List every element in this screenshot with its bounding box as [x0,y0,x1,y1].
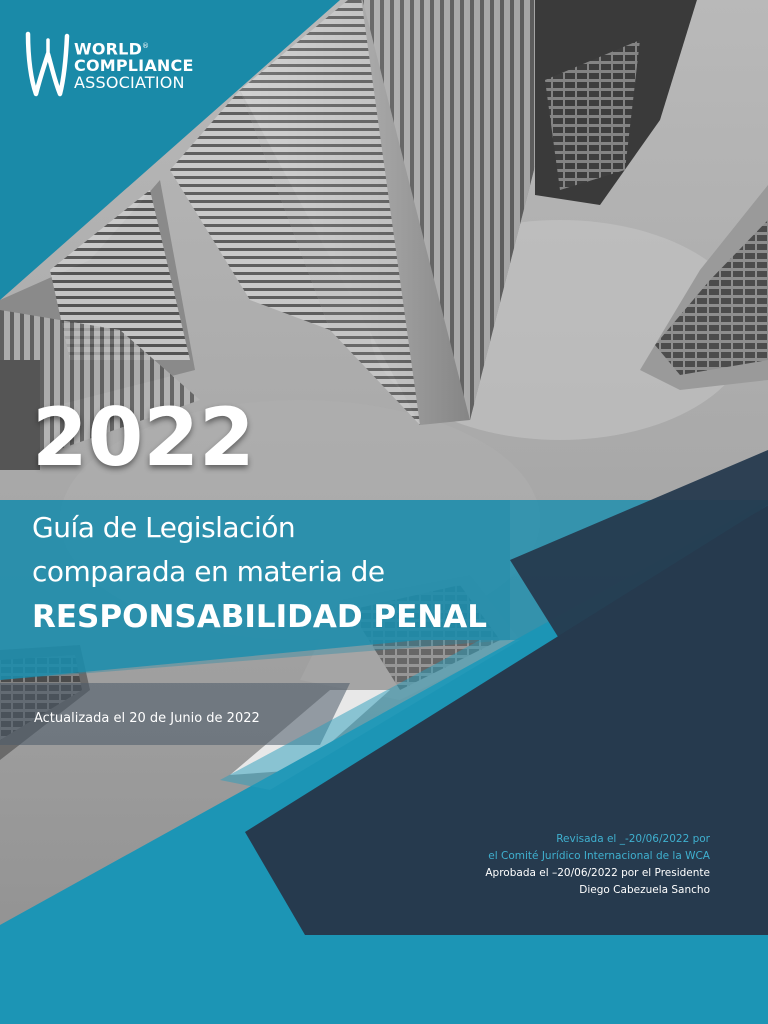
cover-title-line3: RESPONSABILIDAD PENAL [32,599,487,635]
cover-title-line2: comparada en materia de [32,555,385,588]
wca-logo-text [74,38,194,91]
logo-line-world: WORLD [74,39,143,59]
approval-reviewed-date: Revisada el _-20/06/2022 por [556,833,710,845]
wca-logo-icon [22,28,74,100]
cover-title-line1: Guía de Legislación [32,511,296,544]
updated-date: Actualizada el 20 de Junio de 2022 [34,711,260,726]
registered-mark: ® [142,42,150,50]
cover-year: 2022 [32,391,255,484]
approval-approved-date: Aprobada el –20/06/2022 por el Presidente [485,867,710,879]
approval-reviewed-by: el Comité Jurídico Internacional de la WCA [488,850,710,862]
logo-line-association: ASSOCIATION [74,73,185,93]
approval-block [350,831,710,899]
logo-line-compliance: COMPLIANCE [74,56,194,76]
approval-president-name: Diego Cabezuela Sancho [579,884,710,896]
